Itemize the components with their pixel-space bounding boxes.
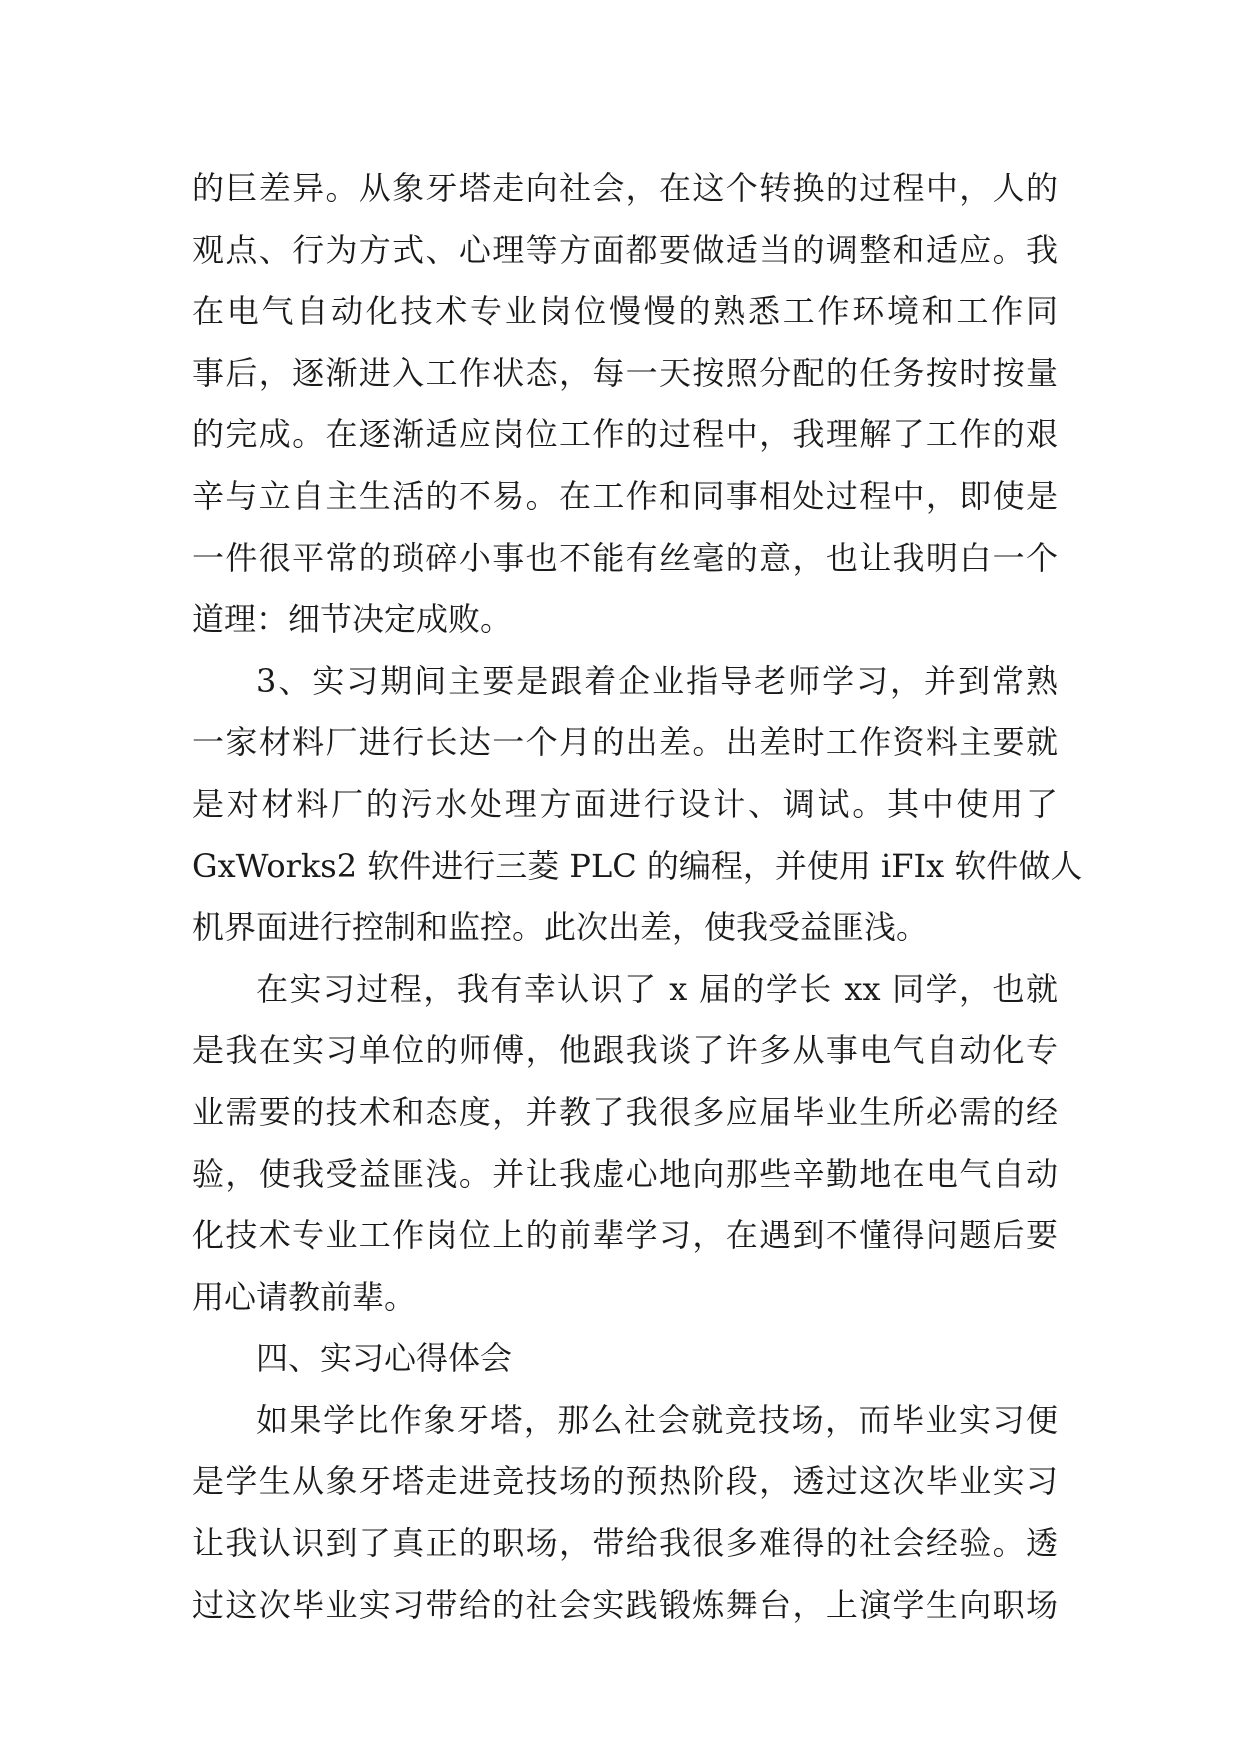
text-line: 一家材料厂进行长达一个月的出差。出差时工作资料主要就 <box>192 723 1058 762</box>
text-line: 辛与立自主生活的不易。在工作和同事相处过程中，即使是 <box>192 476 1058 515</box>
text-line: 在实习过程，我有幸认识了 x 届的学长 xx 同学，也就 <box>256 969 1058 1008</box>
text-line: 业需要的技术和态度，并教了我很多应届毕业生所必需的经 <box>192 1092 1058 1131</box>
text-line: 用心请教前辈。 <box>192 1277 417 1316</box>
text-line: 过这次毕业实习带给的社会实践锻炼舞台，上演学生向职场 <box>192 1585 1058 1624</box>
text-line: 一件很平常的琐碎小事也不能有丝毫的意，也让我明白一个 <box>192 538 1058 577</box>
text-line: GxWorks2 软件进行三菱 PLC 的编程，并使用 iFIx 软件做人 <box>192 846 1083 885</box>
text-line: 的完成。在逐渐适应岗位工作的过程中，我理解了工作的艰 <box>192 415 1058 454</box>
text-line: 的巨差异。从象牙塔走向社会，在这个转换的过程中，人的 <box>192 169 1058 207</box>
body-text <box>192 158 1083 1636</box>
text-line: 是学生从象牙塔走进竞技场的预热阶段，透过这次毕业实习 <box>192 1462 1058 1501</box>
text-line: 道理：细节决定成败。 <box>192 600 513 639</box>
text-line: 让我认识到了真正的职场，带给我很多难得的社会经验。透 <box>192 1524 1058 1563</box>
text-line: 是对材料厂的污水处理方面进行设计、调试。其中使用了 <box>192 784 1058 823</box>
text-line: 验，使我受益匪浅。并让我虚心地向那些辛勤地在电气自动 <box>192 1154 1058 1193</box>
text-line: 机界面进行控制和监控。此次出差，使我受益匪浅。 <box>192 908 929 947</box>
text-line: 在电气自动化技术专业岗位慢慢的熟悉工作环境和工作同 <box>192 292 1058 331</box>
text-line: 化技术专业工作岗位上的前辈学习，在遇到不懂得问题后要 <box>192 1216 1058 1255</box>
text-line: 3、实习期间主要是跟着企业指导老师学习，并到常熟 <box>256 661 1058 700</box>
text-line: 观点、行为方式、心理等方面都要做适当的调整和适应。我 <box>192 230 1058 269</box>
text-line: 事后，逐渐进入工作状态，每一天按照分配的任务按时按量 <box>192 353 1058 392</box>
text-line: 是我在实习单位的师傅，他跟我谈了许多从事电气自动化专 <box>192 1031 1058 1070</box>
text-line: 如果学比作象牙塔，那么社会就竞技场，而毕业实习便 <box>256 1400 1058 1439</box>
text-line: 四、实习心得体会 <box>256 1339 513 1378</box>
